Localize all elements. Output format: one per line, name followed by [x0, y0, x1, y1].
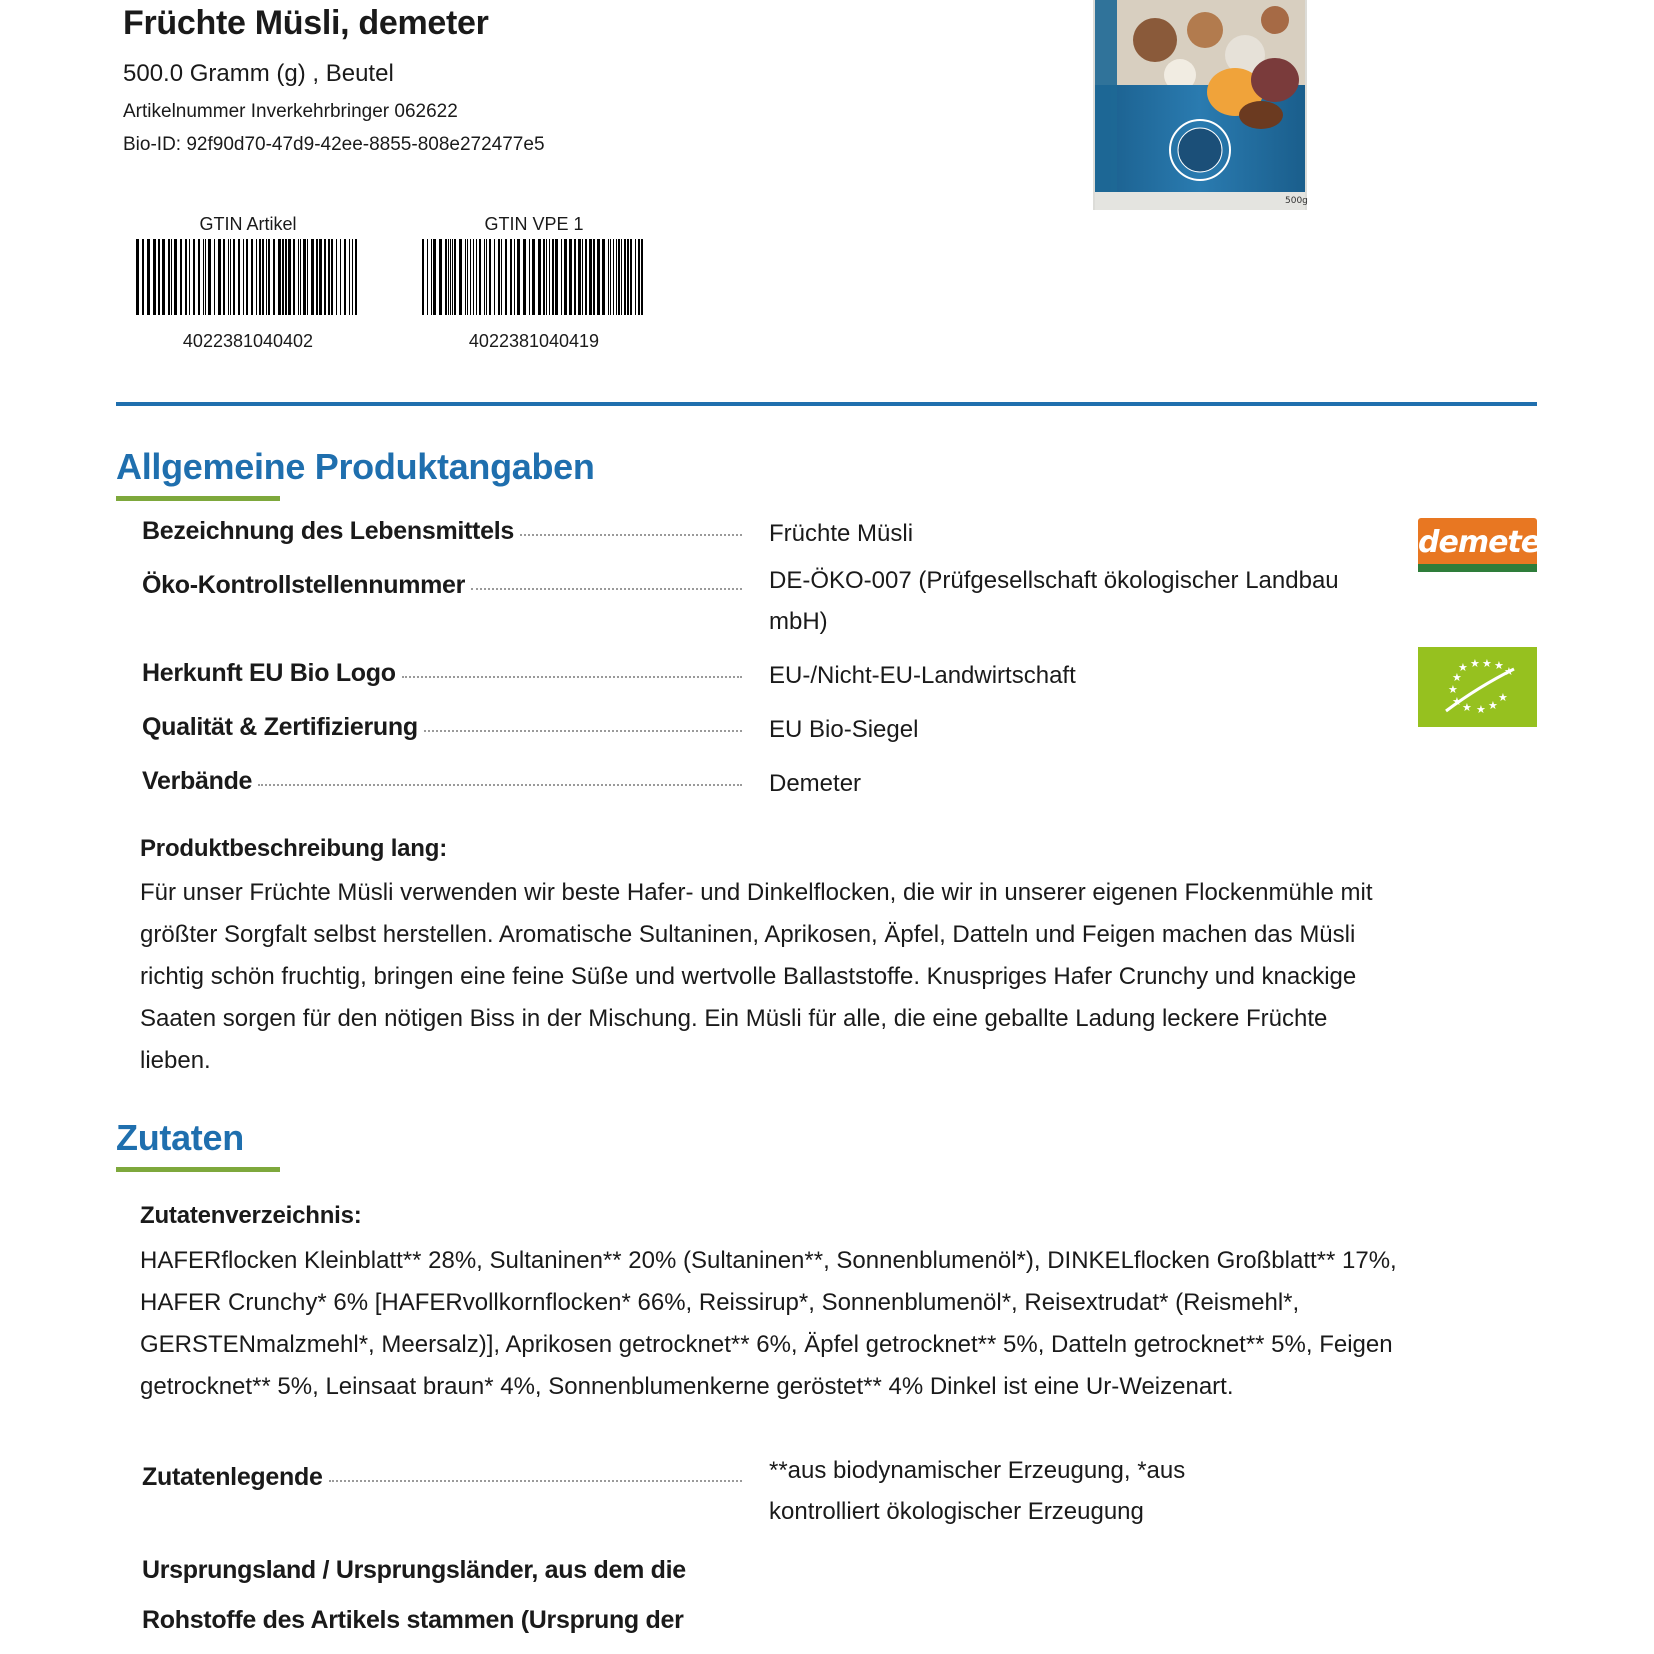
- barcode-bar: [243, 239, 244, 315]
- barcode-bar: [439, 239, 442, 315]
- field-label: [142, 713, 742, 742]
- barcode-bar: [331, 239, 333, 315]
- demeter-logo: demeter: [1418, 518, 1537, 572]
- barcode-number: 4022381040402: [182, 331, 314, 351]
- barcode-bar: [180, 239, 182, 315]
- barcode-bar: [288, 239, 291, 315]
- barcode-bar: [593, 239, 595, 315]
- barcode-bar: [465, 239, 466, 315]
- barcode-bar: [641, 239, 643, 315]
- field-value: **aus biodynamischer Erzeugung, *aus kontrolliert ökologischer Erzeugung: [769, 1457, 1186, 1525]
- barcode-gtin-vpe: [414, 214, 654, 352]
- barcode-bar: [262, 239, 264, 315]
- origin-label: Ursprungsland / Ursprungsländer, aus dem die Rohstoffe des Artikels stammen (Ursprung der: [142, 1556, 686, 1634]
- barcode-bar: [627, 239, 629, 315]
- barcode-bar: [282, 239, 284, 315]
- svg-text:★: ★: [1488, 699, 1498, 712]
- barcode-bar: [613, 239, 614, 315]
- field-label-text: Verbände: [142, 767, 253, 795]
- barcode-bar: [340, 239, 341, 315]
- barcode-bar: [174, 239, 177, 315]
- barcode-bar: [514, 239, 515, 315]
- barcode-bar: [203, 239, 204, 315]
- barcode-bar: [238, 239, 240, 315]
- barcode-bar: [205, 239, 206, 315]
- barcode-bar: [555, 239, 558, 315]
- field-label: [142, 767, 742, 796]
- barcode-bar: [473, 239, 474, 315]
- product-title: Früchte Müsli, demeter: [123, 4, 489, 42]
- barcode-bar: [328, 239, 330, 315]
- barcode-bar: [532, 239, 535, 315]
- barcode-bar: [529, 239, 530, 315]
- svg-text:★: ★: [1482, 657, 1492, 670]
- barcode-bar: [268, 239, 270, 315]
- svg-text:★: ★: [1504, 665, 1514, 678]
- barcode-bar: [585, 239, 587, 315]
- field-value: EU Bio-Siegel: [769, 716, 919, 743]
- weight-label: 500g: [1285, 196, 1308, 206]
- barcode-bar: [459, 239, 462, 315]
- barcode-bar: [470, 239, 471, 315]
- field-value: Früchte Müsli: [769, 520, 914, 547]
- ingredients-text: HAFERflocken Kleinblatt** 28%, Sultaninen** 20% (Sultaninen**, Sonnenblumenöl*), DINKELflocken Großblatt** 17%, HAFER Crunchy* 6% [HAFERvollkornflocken* 66%, Reissirup*, Sonnenblumenöl*, Reisextrudat* (Reismehl*, GERSTENmalzmehl*, Meersalz)], Aprikosen getrocknet** 6%, Äpfel getrocknet** 5%, Datteln getrocknet** 5%, Feigen getrocknet** 5%, Leinsaat braun* 4%, Sonnenblumenkerne geröstet** 4% Dinkel ist eine Ur-Weizenart.: [140, 1247, 1397, 1400]
- barcode-number: 4022381040419: [468, 331, 600, 351]
- barcode-bar: [618, 239, 620, 315]
- barcode-bar: [214, 239, 215, 315]
- eu-organic-logo: [1418, 647, 1537, 727]
- barcode-bar: [445, 239, 447, 315]
- product-image: [1085, 0, 1315, 210]
- barcode-bar: [193, 239, 195, 315]
- barcode-bar: [602, 239, 605, 315]
- barcode-bar: [489, 239, 491, 315]
- barcode-bar: [479, 239, 481, 315]
- barcode-bar: [168, 239, 170, 315]
- svg-text:★: ★: [1498, 691, 1508, 704]
- barcode-bar: [218, 239, 221, 315]
- barcode-bar: [538, 239, 541, 315]
- barcode-bar: [574, 239, 576, 315]
- svg-text:★: ★: [1458, 661, 1468, 674]
- barcode-bar: [266, 239, 267, 315]
- barcode-bar: [422, 239, 424, 315]
- barcode-bar: [246, 239, 248, 315]
- barcode-bar: [136, 239, 139, 315]
- barcode-bar: [298, 239, 299, 315]
- barcode-bar: [454, 239, 456, 315]
- barcode-bar: [352, 239, 353, 315]
- barcode-bar: [582, 239, 583, 315]
- barcode-bar: [349, 239, 350, 315]
- svg-text:★: ★: [1452, 695, 1462, 708]
- barcode-icon: [420, 239, 648, 315]
- field-label: [142, 1463, 742, 1492]
- field-label-text: Herkunft EU Bio Logo: [142, 659, 396, 687]
- barcode-bar: [223, 239, 225, 315]
- barcode-bar: [300, 239, 301, 315]
- barcode-bar: [589, 239, 592, 315]
- section-underline: [116, 1167, 280, 1172]
- barcode-bar: [256, 239, 257, 315]
- barcode-bar: [431, 239, 432, 315]
- barcode-bar: [355, 239, 357, 315]
- svg-text:★: ★: [1452, 671, 1462, 684]
- barcode-bar: [158, 239, 160, 315]
- barcode-bar: [635, 239, 636, 315]
- barcode-bar: [324, 239, 326, 315]
- barcode-bar: [546, 239, 547, 315]
- barcode-bar: [621, 239, 622, 315]
- barcode-bar: [311, 239, 314, 315]
- article-number: Artikelnummer Inverkehrbringer 062622: [123, 101, 458, 122]
- description-heading: Produktbeschreibung lang:: [140, 835, 448, 862]
- barcode-bar: [259, 239, 261, 315]
- barcode-bar: [486, 239, 487, 315]
- barcode-bar: [233, 239, 235, 315]
- barcode-bar: [285, 239, 287, 315]
- barcode-bar: [608, 239, 609, 315]
- field-label: [142, 571, 742, 600]
- section-title-ingredients: Zutaten: [116, 1117, 244, 1158]
- field-label-text: Öko-Kontrollstellennummer: [142, 571, 466, 599]
- barcode-bar: [494, 239, 495, 315]
- barcode-bar: [610, 239, 611, 315]
- barcode-bar: [543, 239, 545, 315]
- barcode-bar: [624, 239, 626, 315]
- svg-text:★: ★: [1462, 701, 1472, 714]
- barcode-bar: [549, 239, 550, 315]
- barcode-bar: [171, 239, 172, 315]
- barcode-bar: [153, 239, 156, 315]
- barcode-bar: [147, 239, 150, 315]
- barcode-bar: [142, 239, 144, 315]
- barcode-bar: [433, 239, 436, 315]
- barcode-bar: [427, 239, 428, 315]
- barcode-bar: [630, 239, 632, 315]
- barcode-bar: [316, 239, 318, 315]
- barcode-bar: [501, 239, 502, 315]
- barcode-bar: [189, 239, 190, 315]
- barcode-bar: [319, 239, 322, 315]
- section-title-general: Allgemeine Produktangaben: [116, 446, 595, 487]
- field-label-text: Bezeichnung des Lebensmittels: [142, 517, 514, 545]
- barcode-bar: [552, 239, 554, 315]
- barcode-bar: [273, 239, 275, 315]
- product-quantity: 500.0 Gramm (g) , Beutel: [123, 60, 394, 87]
- field-value: EU-/Nicht-EU-Landwirtschaft: [769, 662, 1076, 689]
- barcode-bar: [278, 239, 281, 315]
- barcode-bar: [198, 239, 200, 315]
- barcode-bar: [561, 239, 562, 315]
- field-value: Demeter: [769, 770, 862, 797]
- section-underline: [116, 496, 280, 501]
- barcode-bar: [517, 239, 520, 315]
- barcode-bar: [452, 239, 453, 315]
- barcode-bar: [293, 239, 295, 315]
- barcode-bar: [476, 239, 477, 315]
- barcode-bar: [303, 239, 306, 315]
- barcode-bar: [616, 239, 617, 315]
- section-divider: [116, 402, 1537, 406]
- barcode-bar: [344, 239, 346, 315]
- field-label-text: Zutatenlegende: [142, 1463, 323, 1491]
- svg-text:★: ★: [1448, 683, 1458, 696]
- svg-text:★: ★: [1470, 657, 1480, 670]
- barcode-bar: [208, 239, 211, 315]
- barcode-bar: [505, 239, 507, 315]
- barcode-bar: [564, 239, 567, 315]
- barcode-icon: [134, 239, 362, 315]
- barcode-bar: [307, 239, 308, 315]
- barcode-bar: [523, 239, 526, 315]
- barcode-bar: [638, 239, 640, 315]
- barcode-bar: [597, 239, 600, 315]
- barcode-bar: [162, 239, 165, 315]
- barcode-bar: [251, 239, 253, 315]
- ingredients-heading: Zutatenverzeichnis:: [140, 1202, 362, 1229]
- barcode-label: GTIN Artikel: [199, 214, 297, 234]
- barcode-bar: [448, 239, 449, 315]
- barcode-bar: [185, 239, 187, 315]
- description-text: Für unser Früchte Müsli verwenden wir beste Hafer- und Dinkelflocken, die wir in unserer eigenen Flockenmühle mit größter Sorgfalt selbst herstellen. Aromatische Sultaninen, Aprikosen, Äpfel, Datteln und Feigen machen das Müsli richtig schön fruchtig, bringen eine feine Süße und wertvolle Ballaststoffe. Knuspriges Hafer Crunchy und knackige Saaten sorgen für den nötigen Biss in der Mischung. Ein Müsli für alle, die eine geballte Ladung leckere Früchte lieben.: [140, 879, 1373, 1074]
- barcode-bar: [498, 239, 500, 315]
- field-label-text: Qualität & Zertifizierung: [142, 713, 418, 741]
- field-value: DE-ÖKO-007 (Prüfgesellschaft ökologischer Landbau mbH): [769, 567, 1339, 635]
- barcode-bar: [230, 239, 231, 315]
- bio-id: Bio-ID: 92f90d70-47d9-42ee-8855-808e272477e5: [123, 134, 545, 155]
- barcode-bar: [569, 239, 572, 315]
- barcode-bar: [578, 239, 581, 315]
- barcode-bar: [450, 239, 451, 315]
- barcode-gtin-article: [128, 214, 368, 352]
- field-label: [142, 659, 742, 688]
- barcode-bar: [228, 239, 229, 315]
- barcode-bar: [467, 239, 468, 315]
- svg-text:★: ★: [1494, 659, 1504, 672]
- barcode-label: GTIN VPE 1: [484, 214, 584, 234]
- field-label: [142, 517, 742, 546]
- barcode-bar: [510, 239, 512, 315]
- barcode-bar: [484, 239, 485, 315]
- barcode-bar: [336, 239, 337, 315]
- svg-text:★: ★: [1476, 703, 1486, 716]
